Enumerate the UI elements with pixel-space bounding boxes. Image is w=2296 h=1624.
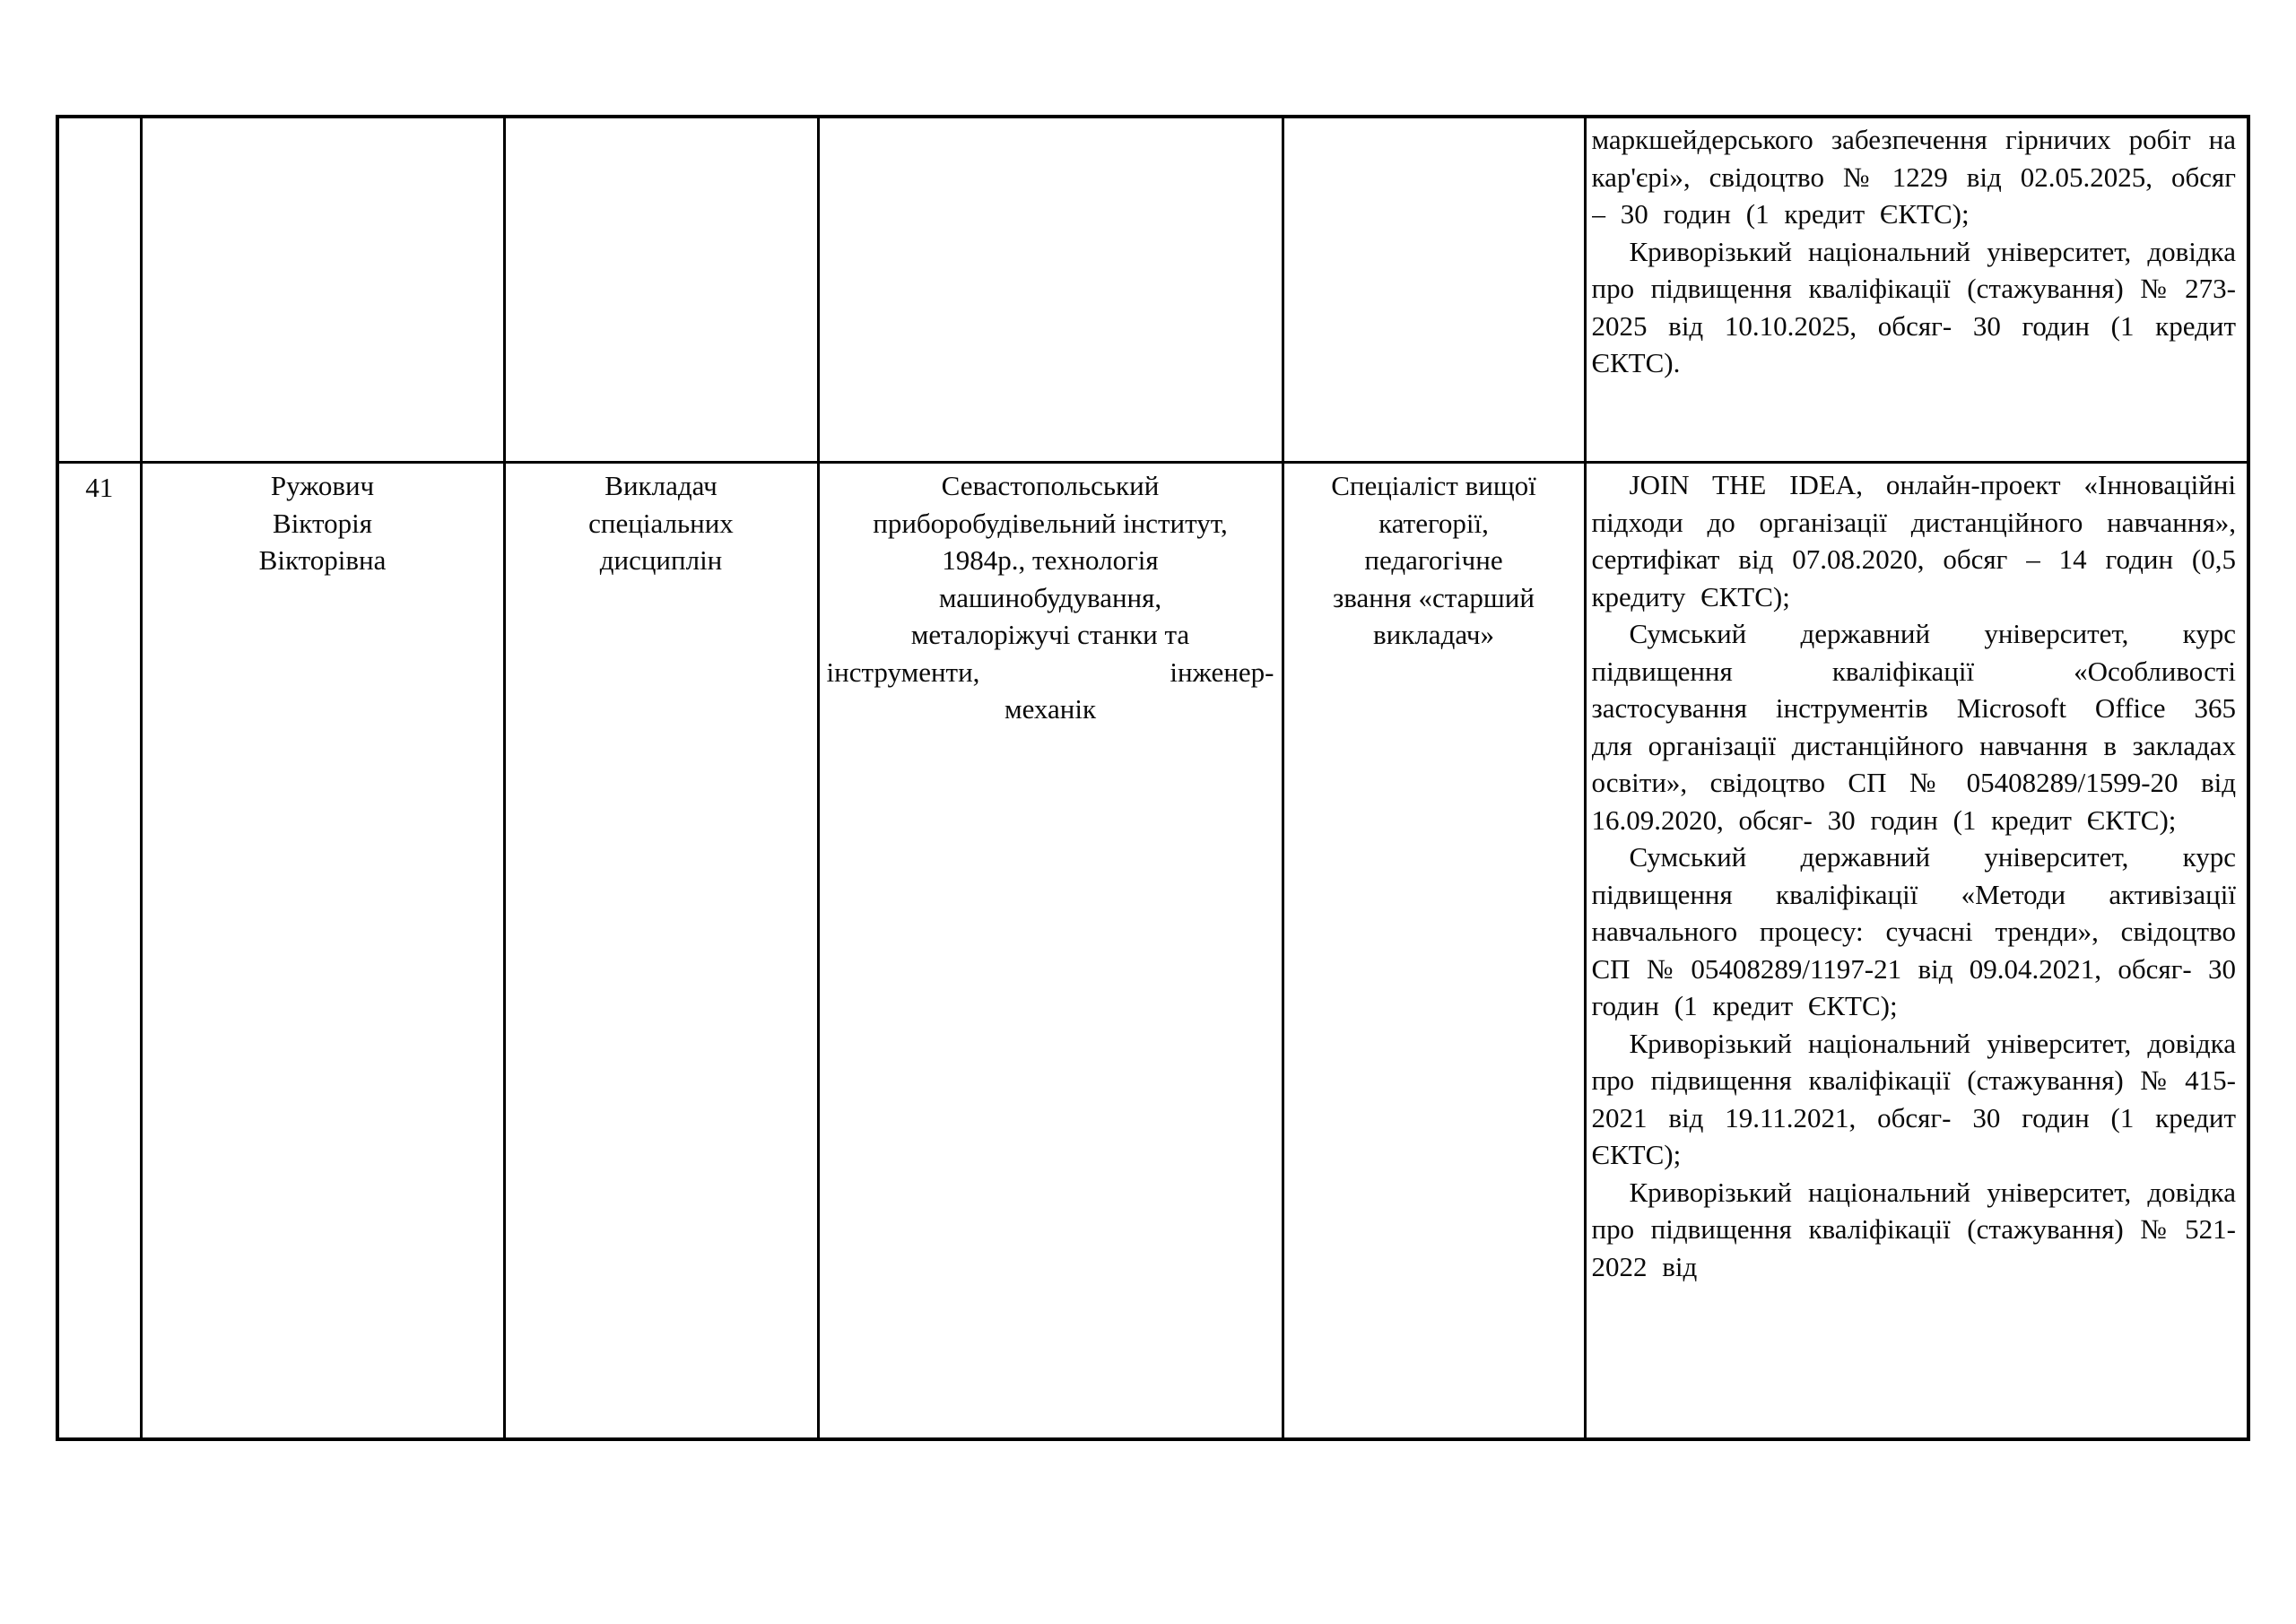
education-line: інструменти, інженер- [826,656,1274,688]
row-number-cell [57,463,141,1440]
teacher-surname: Ружович [270,470,375,501]
position-line: дисциплін [599,544,723,576]
category-cell-empty [1283,117,1585,463]
education-line: металоріжучі станки та [910,619,1190,650]
category-line: Спеціаліст вищої [1331,470,1536,501]
position-line: Викладач [604,470,718,501]
education-line: Севастопольський [941,470,1160,501]
qualification-paragraph: Сумський державний університет, курс підвищення кваліфікації «Особливості застосування інструментів Microsoft Office 365 для організації дистанційного навчання в закладах освіти», свідоцтво СП № 05408289/1599-20 від 16.09.2020, обсяг- 30 годин (1 кредит ЄКТС); [1591,618,2236,836]
position-cell [504,463,818,1440]
row-number: 41 [85,472,114,503]
qualification-paragraph: Криворізький національний університет, довідка про підвищення кваліфікації (стажування) № 521-2022 від [1591,1176,2236,1282]
table-row-41 [57,463,2248,1440]
position-cell-empty [504,117,818,463]
education-line: механік [1004,693,1097,725]
position-line: спеціальних [588,507,734,539]
qualification-cell-continuation [1585,117,2248,463]
qualification-text-block [1592,466,2237,1437]
category-line: педагогічне [1364,544,1503,576]
qualification-cell-row-41 [1585,463,2248,1440]
teachers-qualification-table [56,115,2250,1441]
education-line: приборобудівельний інститут, [873,507,1228,539]
teacher-first-name: Вікторія [273,507,372,539]
teacher-name-cell [141,463,504,1440]
education-line: машинобудування, [938,581,1162,613]
qualification-text-block [1592,121,2237,461]
education-cell [818,463,1283,1440]
qualification-paragraph: JOIN THE IDEA, онлайн-проект «Інноваційні підходи до організації дистанційного навчання», сертифікат від 07.08.2020, обсяг – 14 годин (0,5 кредиту ЄКТС); [1591,469,2236,612]
education-line: 1984р., технологія [942,544,1159,576]
qualification-paragraph: Криворізький національний університет, довідка про підвищення кваліфікації (стажування) № 415-2021 від 19.11.2021, обсяг- 30 годин (1 кредит ЄКТС); [1591,1027,2236,1170]
category-line: звання «старший [1333,581,1535,613]
qualification-paragraph: Криворізький національний університет, довідка про підвищення кваліфікації (стажування) № 273-2025 від 10.10.2025, обсяг- 30 годин (1 кредит ЄКТС). [1591,235,2236,378]
qualification-paragraph: Сумський державний університет, курс підвищення кваліфікації «Методи активізації навчального процесу: сучасні тренди», свідоцтво СП № 05408289/1197-21 від 09.04.2021, обсяг- 30 годин (1 кредит ЄКТС); [1591,841,2236,1021]
teacher-patronymic: Вікторівна [258,544,387,576]
category-cell [1283,463,1585,1440]
qualification-paragraph: маркшейдерського забезпечення гірничих робіт на кар'єрі», свідоцтво № 1229 від 02.05.2025, обсяг – 30 годин (1 кредит ЄКТС); [1591,124,2236,230]
table-row-continuation [57,117,2248,463]
education-cell-empty [818,117,1283,463]
number-cell-empty [57,117,141,463]
name-cell-empty [141,117,504,463]
category-line: викладач» [1373,619,1494,650]
category-line: категорії, [1378,507,1489,539]
